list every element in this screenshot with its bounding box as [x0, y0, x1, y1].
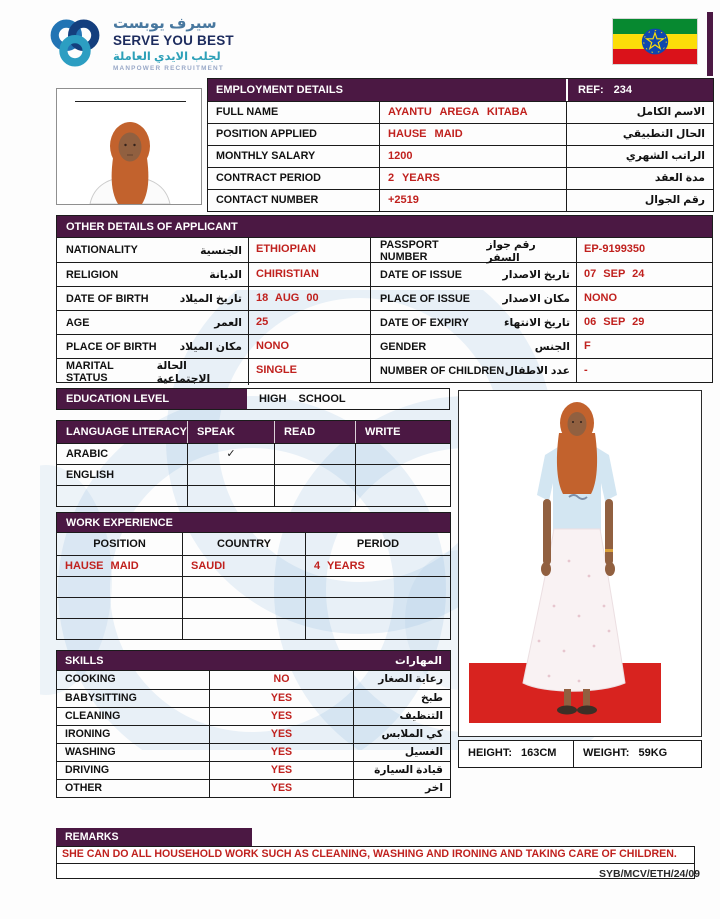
remarks-title: REMARKS [56, 828, 252, 846]
other-details-right-column [370, 238, 712, 382]
other-details-arabic: تاريخ الاصدار [502, 269, 570, 281]
employment-row-label: POSITION APPLIED [216, 128, 317, 140]
work-position [57, 598, 182, 618]
other-details-row [371, 238, 712, 262]
other-details-value: - [576, 359, 713, 382]
skill-label: WASHING [65, 746, 116, 758]
work-position: HAUSE MAID [65, 560, 139, 572]
work-period [305, 598, 450, 618]
work-position [57, 577, 182, 597]
other-details-label-cell [371, 287, 576, 310]
other-details-label-cell [371, 238, 576, 264]
skill-value: YES [209, 762, 353, 779]
other-details-arabic: الجنسية [200, 244, 242, 257]
other-details-arabic: رقم جواز السفر [486, 239, 536, 264]
applicant-portrait-frame [56, 88, 202, 205]
employment-row-value: 1200 [379, 146, 566, 167]
other-details-arabic: الجنس [534, 341, 570, 353]
other-details-label: PLACE OF BIRTH [66, 340, 157, 353]
work-experience-row [57, 576, 450, 597]
top-right-accent-strip [707, 12, 713, 76]
read-check [274, 444, 355, 464]
work-period: 4 YEARS [305, 556, 450, 576]
employment-row-label: MONTHLY SALARY [216, 150, 316, 162]
height-value: 163CM [521, 747, 557, 759]
skill-value: NO [209, 671, 353, 689]
work-country [182, 598, 305, 618]
employment-row-label: CONTRACT PERIOD [216, 172, 321, 184]
skills-title-arabic: المهارات [395, 655, 442, 667]
skills-title: SKILLS [65, 654, 104, 667]
work-experience-title: WORK EXPERIENCE [56, 512, 451, 532]
work-experience-row [57, 618, 450, 639]
other-details-label: DATE OF ISSUE [380, 268, 462, 281]
company-logo [46, 14, 234, 72]
employment-row-arabic: رقم الجوال [566, 190, 713, 211]
other-details-label-cell [371, 335, 576, 358]
employment-row [208, 123, 713, 145]
ref-label: REF: [578, 84, 604, 96]
employment-row-value: AYANTU AREGA KITABA [379, 102, 566, 123]
skill-value: YES [209, 690, 353, 707]
work-experience-table [56, 532, 451, 640]
other-details-row [57, 238, 370, 262]
skill-label: OTHER [65, 782, 103, 794]
other-details-row [57, 334, 370, 358]
other-details-arabic: تاريخ الانتهاء [503, 317, 570, 329]
other-details-label: PASSPORT NUMBER [380, 239, 439, 263]
speak-check [187, 486, 274, 506]
skill-label: CLEANING [65, 710, 121, 722]
skill-row [57, 707, 450, 725]
work-position [57, 619, 182, 639]
other-details-value: 07 SEP 24 [576, 263, 713, 286]
position-header-cell: POSITION [93, 538, 146, 550]
employment-row-label: FULL NAME [216, 106, 279, 118]
other-details-label: MARITAL STATUS [66, 360, 114, 384]
other-details-section [56, 215, 715, 383]
employment-row-arabic: الراتب الشهري [566, 146, 713, 167]
work-experience-header [57, 533, 450, 555]
education-level-row [56, 388, 450, 410]
other-details-value: CHIRISTIAN [248, 263, 370, 286]
employment-row-value: HAUSE MAID [379, 124, 566, 145]
other-details-label-cell [57, 287, 248, 310]
other-details-arabic: عدد الاطفال [504, 365, 570, 377]
language-name [57, 486, 187, 506]
employment-row [208, 101, 713, 123]
skill-value: YES [209, 780, 353, 797]
speak-header-cell: SPEAK [187, 421, 274, 443]
read-check [274, 486, 355, 506]
skill-arabic: قيادة السيارة [353, 762, 450, 779]
skill-arabic: الغسيل [353, 744, 450, 761]
language-header-cell: LANGUAGE LITERACY [66, 426, 187, 438]
skill-label: COOKING [65, 673, 116, 685]
employment-row-value: +2519 [379, 190, 566, 211]
speak-check [187, 465, 274, 485]
skill-row [57, 725, 450, 743]
ref-value: 234 [613, 84, 633, 96]
other-details-label: GENDER [380, 340, 427, 353]
weight-value: 59KG [638, 747, 668, 759]
other-details-arabic: تاريخ الميلاد [179, 293, 242, 305]
other-details-row [371, 262, 712, 286]
other-details-value: F [576, 335, 713, 358]
height-label: HEIGHT: [468, 747, 512, 759]
language-row [57, 464, 450, 485]
company-logo-icon [46, 14, 104, 72]
document-reference-code: SYB/MCV/ETH/24/09 [599, 868, 700, 880]
other-details-arabic: الحالة الاجتماعية [156, 360, 211, 385]
other-details-label-cell [57, 335, 248, 358]
other-details-arabic: مكان الاصدار [502, 293, 570, 305]
period-header-cell: PERIOD [305, 533, 450, 555]
language-name: ENGLISH [66, 469, 114, 481]
other-details-label: AGE [66, 316, 90, 329]
other-details-title: OTHER DETAILS OF APPLICANT [56, 215, 713, 237]
other-details-row [57, 262, 370, 286]
skill-value: YES [209, 708, 353, 725]
other-details-row [57, 286, 370, 310]
other-details-label-cell [57, 311, 248, 334]
skill-arabic: اخر [353, 780, 450, 797]
work-period [305, 577, 450, 597]
ethiopia-flag-icon [612, 18, 698, 65]
height-weight-box [458, 740, 702, 768]
work-period [305, 619, 450, 639]
other-details-label: NUMBER OF CHILDREN [380, 364, 505, 377]
other-details-label-cell [371, 311, 576, 334]
write-check [355, 444, 450, 464]
write-check [355, 465, 450, 485]
employment-details-title: EMPLOYMENT DETAILS [208, 79, 566, 101]
other-details-label-cell [57, 238, 248, 262]
weight-label: WEIGHT: [583, 747, 630, 759]
language-literacy-header [57, 421, 450, 443]
skill-value: YES [209, 726, 353, 743]
education-level-label: EDUCATION LEVEL [57, 389, 247, 409]
other-details-row [371, 286, 712, 310]
other-details-value: NONO [248, 335, 370, 358]
applicant-portrait-photo [84, 112, 176, 204]
employment-row-value: 2 YEARS [379, 168, 566, 189]
other-details-label: NATIONALITY [66, 244, 138, 256]
weight-cell [573, 741, 701, 767]
other-details-row [57, 310, 370, 334]
other-details-arabic: مكان الميلاد [179, 341, 242, 353]
skill-row [57, 779, 450, 797]
employment-row [208, 167, 713, 189]
skill-arabic: التنظيف [353, 708, 450, 725]
employment-row [208, 189, 713, 211]
work-experience-row [57, 597, 450, 618]
speak-check: ✓ [187, 444, 274, 464]
remarks-text: SHE CAN DO ALL HOUSEHOLD WORK SUCH AS CLEANING, WASHING AND IRONING AND TAKING CARE OF CHILDREN. [62, 848, 677, 860]
country-header-cell: COUNTRY [182, 533, 305, 555]
company-logo-text [113, 14, 234, 72]
company-tagline: MANPOWER RECRUITMENT [113, 65, 224, 72]
education-level-value: HIGH SCHOOL [259, 393, 346, 405]
other-details-arabic: الديانة [209, 269, 242, 281]
language-name: ARABIC [66, 448, 108, 460]
other-details-label: DATE OF EXPIRY [380, 316, 469, 329]
other-details-label: RELIGION [66, 268, 119, 281]
other-details-label: DATE OF BIRTH [66, 292, 149, 305]
other-details-value: SINGLE [248, 359, 370, 385]
company-name: SERVE YOU BEST [113, 33, 234, 48]
language-row [57, 443, 450, 464]
skill-row [57, 743, 450, 761]
skill-arabic: كي الملابس [353, 726, 450, 743]
employment-row-arabic: الاسم الكامل [566, 102, 713, 123]
work-experience-row [57, 555, 450, 576]
other-details-label: PLACE OF ISSUE [380, 292, 470, 305]
portrait-top-line [75, 101, 186, 102]
employment-details-header [208, 79, 713, 101]
other-details-value: NONO [576, 287, 713, 310]
write-header-cell: WRITE [355, 421, 450, 443]
full-body-photo-frame [458, 390, 702, 737]
skills-header [56, 650, 451, 670]
other-details-left-column [57, 238, 370, 385]
work-country [182, 577, 305, 597]
work-country: SAUDI [182, 556, 305, 576]
other-details-value: 25 [248, 311, 370, 334]
other-details-label-cell [57, 263, 248, 286]
skill-value: YES [209, 744, 353, 761]
other-details-label-cell [371, 263, 576, 286]
other-details-value: ETHIOPIAN [248, 238, 370, 262]
read-check [274, 465, 355, 485]
employment-row-arabic: الحال التطبيقي [566, 124, 713, 145]
language-literacy-table [56, 420, 451, 507]
company-tagline-arabic: لجلب الايدي العاملة [113, 51, 221, 63]
skill-row [57, 689, 450, 707]
skill-label: IRONING [65, 728, 111, 740]
other-details-row [57, 358, 370, 385]
other-details-label-cell [371, 359, 576, 382]
employment-details-table [207, 78, 714, 212]
employment-row [208, 145, 713, 167]
read-header-cell: READ [274, 421, 355, 443]
skill-arabic: طبخ [353, 690, 450, 707]
other-details-value: EP-9199350 [576, 238, 713, 264]
employment-row-label: CONTACT NUMBER [216, 194, 319, 206]
other-details-value: 18 AUG 00 [248, 287, 370, 310]
other-details-table [56, 237, 713, 383]
height-cell [459, 741, 573, 767]
full-body-photo [459, 391, 701, 736]
other-details-value: 06 SEP 29 [576, 311, 713, 334]
write-check [355, 486, 450, 506]
skills-table [56, 670, 451, 798]
language-row [57, 485, 450, 506]
employment-row-arabic: مدة العقد [566, 168, 713, 189]
other-details-row [371, 310, 712, 334]
skill-label: BABYSITTING [65, 692, 137, 704]
skill-label: DRIVING [65, 764, 110, 776]
company-name-arabic: سيرف يوبست [113, 15, 217, 32]
other-details-arabic: العمر [214, 317, 242, 329]
skill-arabic: رعاية الصغار [353, 671, 450, 689]
other-details-row [371, 358, 712, 382]
ref-number [566, 79, 713, 101]
work-country [182, 619, 305, 639]
other-details-label-cell [57, 359, 248, 385]
other-details-row [371, 334, 712, 358]
skill-row [57, 761, 450, 779]
skill-row [57, 671, 450, 689]
